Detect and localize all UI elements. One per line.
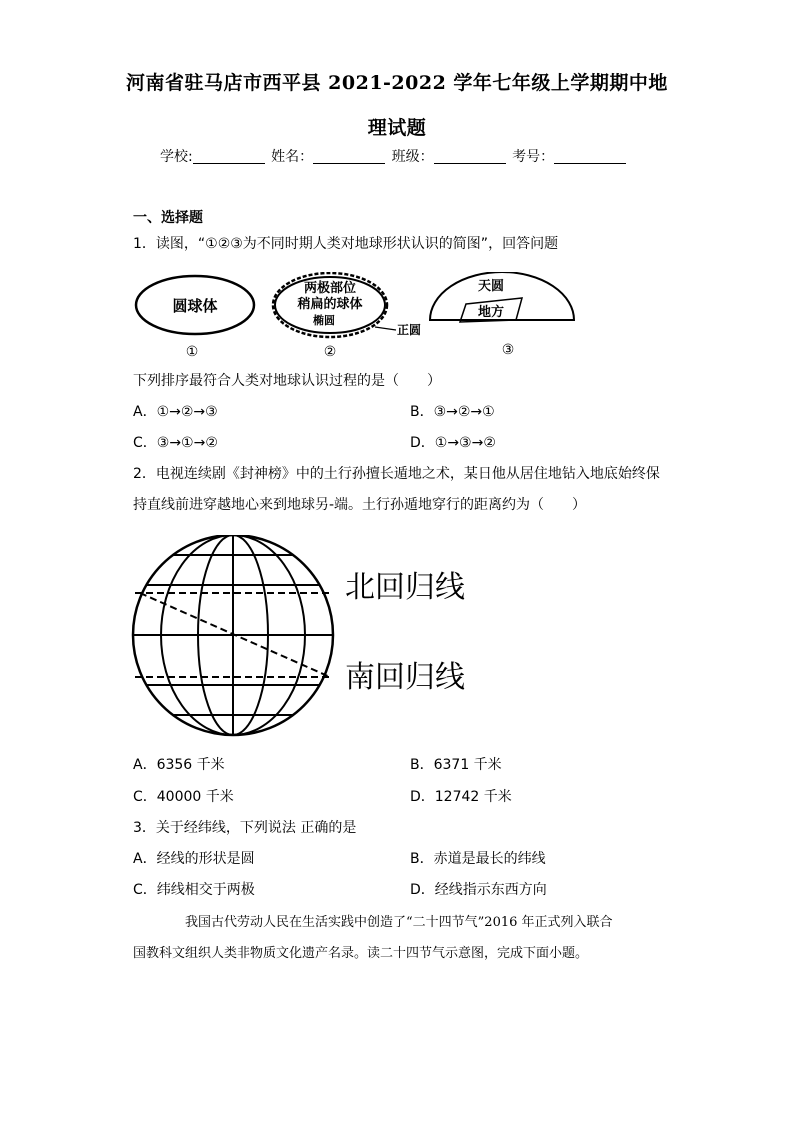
question-2-stem-line2: 持直线前进穿越地心来到地球另-端。土行孙遁地穿行的距离约为（ ） [133,497,587,513]
q2-option-b[interactable]: B．6371 千米 [410,757,502,773]
name-label: 姓名： [271,149,314,165]
class-field[interactable] [434,149,506,164]
passage-line1: 我国古代劳动人民在生活实践中创造了“二十四节气”2016 年正式列入联合 [185,915,613,930]
name-field[interactable] [313,149,385,164]
q1-option-d[interactable]: D．①→③→② [410,435,496,451]
fig3-earth-label: 地方 [477,305,505,320]
passage-line2: 国教科文组织人类非物质文化遗产名录。读二十四节气示意图，完成下面小题。 [133,946,589,961]
q1-option-c[interactable]: C．③→①→② [133,435,218,451]
fig2-ellipse-label: 椭圆 [313,314,335,327]
student-info-row [160,146,628,166]
question-3-stem: 3．关于经纬线，下列说法 正确的是 [133,820,357,836]
fig2-circle-label: 正圆 [397,323,422,337]
question-1-stem: 1．读图，“①②③为不同时期人类对地球形状认识的简图”，回答问题 [133,236,559,252]
page-title: 河南省驻马店市西平县 2021-2022 学年七年级上学期期中地 [126,72,668,94]
q3-option-b[interactable]: B．赤道是最长的纬线 [410,851,546,867]
fig3-number: ③ [501,342,515,358]
fig1-number: ① [185,344,199,360]
class-label: 班级： [391,149,434,165]
q3-option-d[interactable]: D．经线指示东西方向 [410,882,547,898]
q2-option-d[interactable]: D．12742 千米 [410,789,512,805]
fig2-line2: 稍扁的球体 [297,297,363,312]
q1-option-a[interactable]: A．①→②→③ [133,404,218,420]
number-label: 考号： [512,149,555,165]
q2-option-c[interactable]: C．40000 千米 [133,789,234,805]
tropic-of-capricorn-label: 南回归线 [345,660,465,695]
section-heading: 一、选择题 [133,210,203,226]
school-label: 学校: [160,149,193,165]
question-1-prompt: 下列排序最符合人类对地球认识过程的是（ ） [133,373,441,389]
fig1-label: 圆球体 [172,297,218,315]
fig3-sky-label: 天圆 [478,279,505,294]
globe-figure [130,535,500,745]
earth-shape-figure [130,272,590,362]
page-title-line2: 理试题 [367,117,427,139]
question-2-stem-line1: 2．电视连续剧《封神榜》中的土行孙擅长遁地之术，某日他从居住地钻入地底始终保 [133,466,660,482]
number-field[interactable] [554,149,626,164]
fig2-pointer [375,327,396,330]
q1-option-b[interactable]: B．③→②→① [410,404,495,420]
q3-option-a[interactable]: A．经线的形状是圆 [133,851,255,867]
school-field[interactable] [193,149,265,164]
tropic-of-cancer-label: 北回归线 [345,570,465,605]
fig2-number: ② [323,344,337,360]
q2-option-a[interactable]: A．6356 千米 [133,757,225,773]
q3-option-c[interactable]: C．纬线相交于两极 [133,882,255,898]
fig2-line1: 两极部位 [303,281,357,296]
